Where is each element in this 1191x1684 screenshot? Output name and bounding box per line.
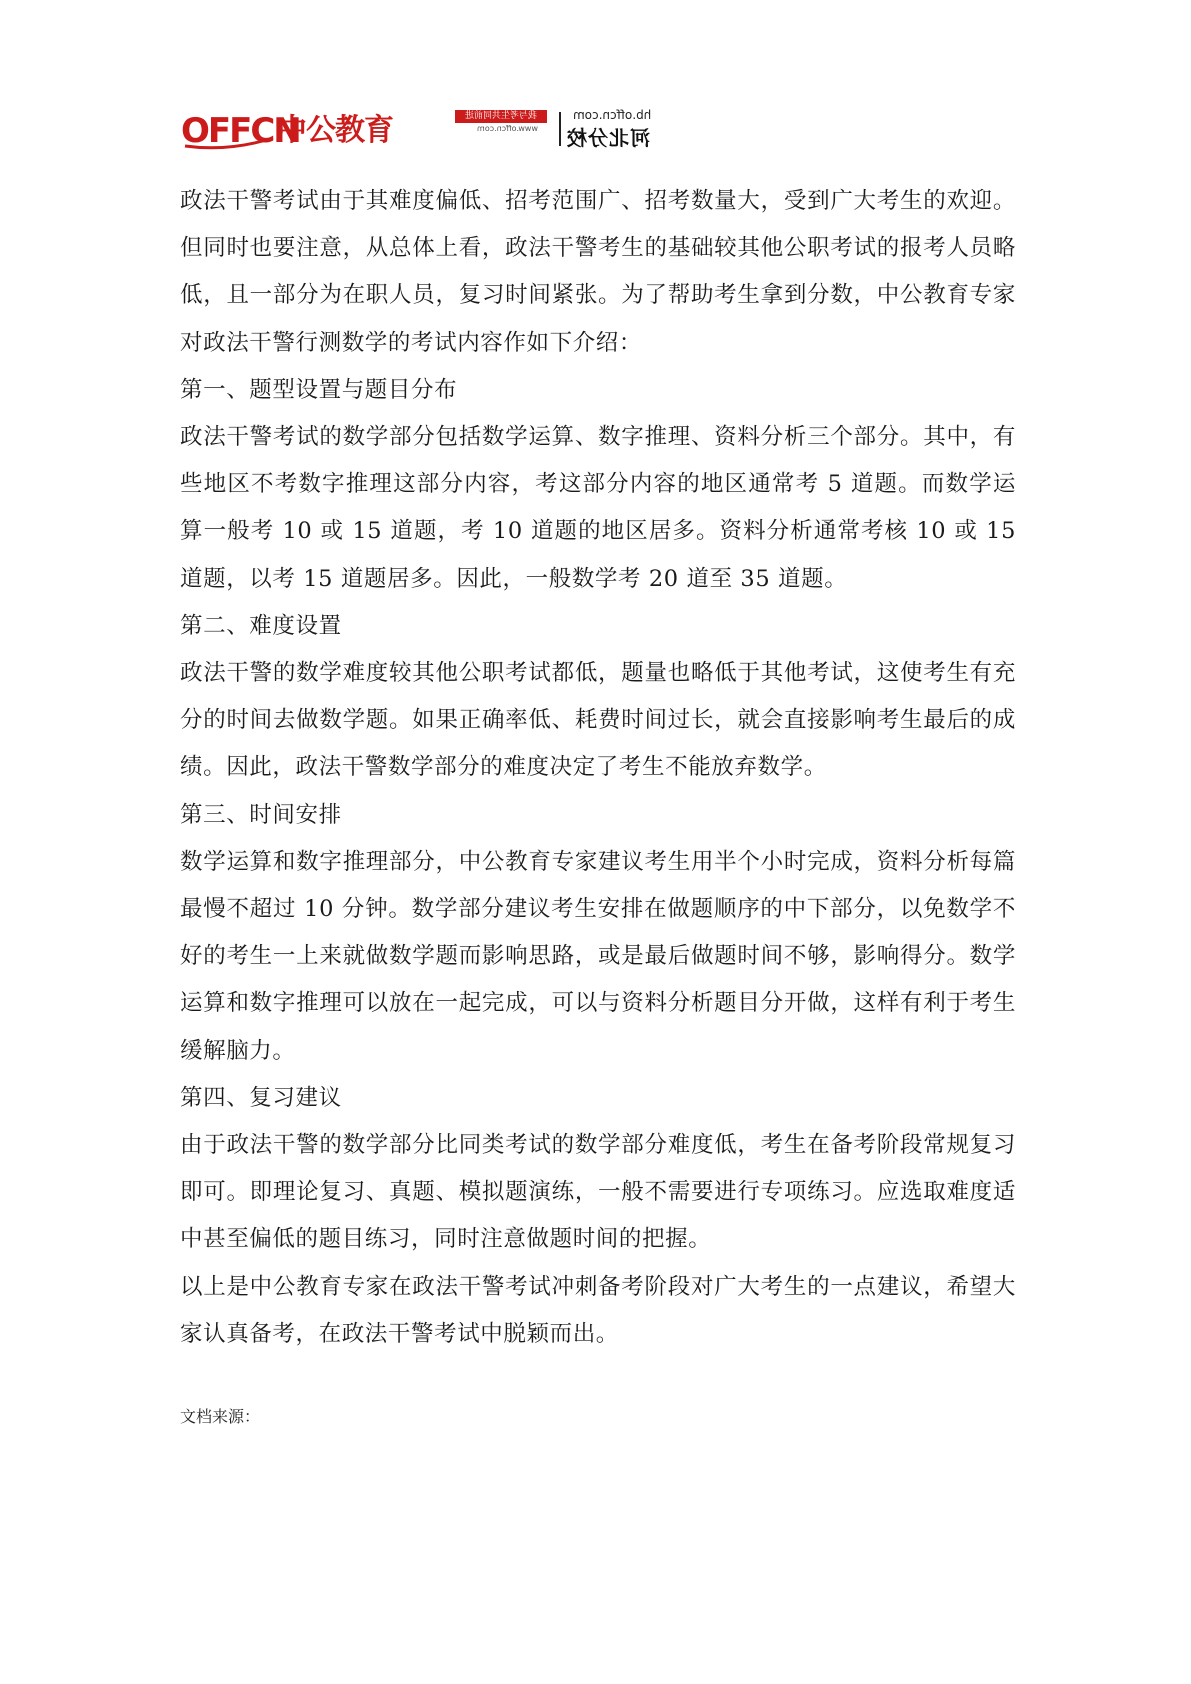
- section-paragraph-2: 政法干警的数学难度较其他公职考试都低，题量也略低于其他考试，这使考生有充分的时间去做数学题。如果正确率低、耗费时间过长，就会直接影响考生最后的成绩。因此，政法干警数学部分的难度决定了考生不能放弃数学。: [180, 660, 1016, 781]
- logo-mark-text: OFFCN: [181, 111, 300, 151]
- section-heading-3: 第三、时间安排: [180, 801, 342, 828]
- document-body: [180, 178, 1016, 1358]
- intro-paragraph: 政法干警考试由于其难度偏低、招考范围广、招考数量大，受到广大考生的欢迎。但同时也要注意，从总体上看，政法干警考生的基础较其他公职考试的报考人员略低，且一部分为在职人员，复习时间紧张。为了帮助考生拿到分数，中公教育专家对政法干警行测数学的考试内容作如下介绍：: [180, 188, 1016, 356]
- logo-divider: [559, 112, 561, 146]
- logo-slogan: 我与考生共同前进: [455, 110, 547, 123]
- closing-paragraph: 以上是中公教育专家在政法干警考试冲刺备考阶段对广大考生的一点建议，希望大家认真备考，在政法干警考试中脱颖而出。: [180, 1273, 1016, 1347]
- document-source: 文档来源：: [180, 1407, 261, 1426]
- logo-slogan-sub: www.offcn.com: [477, 124, 538, 133]
- offcn-logo-mark: [181, 108, 300, 151]
- section-paragraph-3: 数学运算和数字推理部分，中公教育专家建议考生用半个小时完成，资料分析每篇最慢不超过 10 分钟。数学部分建议考生安排在做题顺序的中下部分，以免数学不好的考生一上来就做数学题而影响思路，或是最后做题时间不够，影响得分。数学运算和数字推理可以放在一起完成，可以与资料分析题目分开做，这样有利于考生缓解脑力。: [180, 848, 1016, 1064]
- section-heading-1: 第一、题型设置与题目分布: [180, 376, 458, 403]
- section-heading-2: 第二、难度设置: [180, 612, 342, 639]
- section-paragraph-4: 由于政法干警的数学部分比同类考试的数学部分难度低，考生在备考阶段常规复习即可。即理论复习、真题、模拟题演练，一般不需要进行专项练习。应选取难度适中甚至偏低的题目练习，同时注意做题时间的把握。: [180, 1132, 1016, 1253]
- logo-url: hb.offcn.com: [573, 108, 652, 122]
- logo-chinese-name: 中公教育: [277, 113, 393, 148]
- section-paragraph-1: 政法干警考试的数学部分包括数学运算、数字推理、资料分析三个部分。其中，有些地区不考数字推理这部分内容，考这部分内容的地区通常考 5 道题。而数学运算一般考 10 或 15 道题，考 10 道题的地区居多。资料分析通常考核 10 或 15道题，以考 15 道题居多。因此，一般数学考 20 道至 35 道题。: [180, 424, 1016, 592]
- header-logo: [181, 108, 652, 151]
- section-heading-4: 第四、复习建议: [180, 1084, 342, 1111]
- logo-region: 河北分校: [566, 126, 650, 150]
